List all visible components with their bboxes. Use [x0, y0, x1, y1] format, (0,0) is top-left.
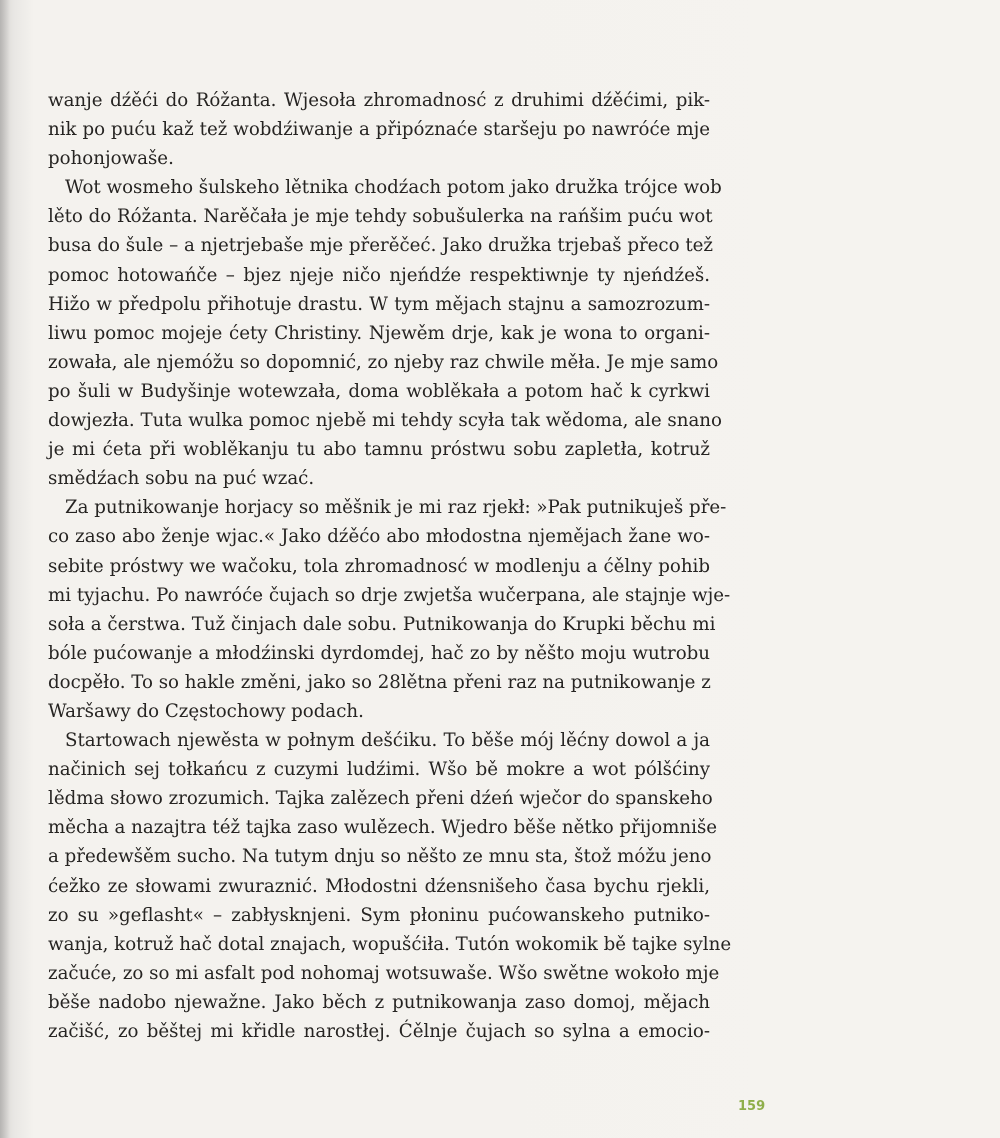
text-line: mi tyjachu. Po nawróće čujach so drje zwjetša wučerpana, ale stajnje wje- — [48, 584, 731, 606]
text-line: ćežko ze słowami zwuraznić. Młodostni dźensnišeho časa bychu rjekli, — [48, 875, 710, 897]
text-line: liwu pomoc mojeje ćety Christiny. Njewěm drje, kak je wona to organi- — [48, 322, 710, 344]
text-line: Hižo w předpolu přihotuje drastu. W tym mějach stajnu a samozrozum- — [48, 293, 710, 315]
text-line: běše nadobo njewažne. Jako běch z putnikowanja zaso domoj, mějach — [48, 991, 710, 1013]
text-line: pohonjowaše. — [48, 148, 174, 170]
text-line: po šuli w Budyšinje wotewzała, doma woblěkała a potom hač k cyrkwi — [48, 380, 710, 402]
text-line: Waršawy do Częstochowy podach. — [48, 700, 364, 722]
text-line: soła a čerstwa. Tuž činjach dale sobu. Putnikowanja do Krupki běchu mi — [48, 613, 716, 635]
paragraph-first-line: Wot wosmeho šulskeho lětnika chodźach potom jako družka trójce wob — [65, 177, 722, 199]
paragraph-first-line: Za putnikowanje horjacy so měšnik je mi raz rjekł: »Pak putnikuješ pře- — [65, 497, 727, 519]
text-line: dowjezła. Tuta wulka pomoc njebě mi tehdy scyła tak wědoma, ale snano — [48, 410, 722, 432]
text-line: zowała, ale njemóžu so dopomnić, zo njeby raz chwile měła. Je mje samo — [48, 351, 719, 373]
text-line: docpěło. To so hakle změni, jako so 28lětna přeni raz na putnikowanje z — [48, 671, 711, 693]
text-line: busa do šule – a njetrjebaše mje přerěčeć. Jako družka trjebaš přeco tež — [48, 235, 714, 257]
text-line: wanja, kotruž hač dotal znajach, wopušćiła. Tutón wokomik bě tajke sylne — [48, 933, 732, 955]
text-line: pomoc hotowańče – bjez njeje ničo njeńdźe respektiwnje ty njeńdźeš. — [48, 264, 710, 286]
text-line: začišć, zo běštej mi křidle narostłej. Ćělnje čujach so sylna a emocio- — [48, 1021, 710, 1042]
text-line: lěto do Róžanta. Narěčała je mje tehdy sobušulerka na rańšim puću wot — [48, 206, 713, 228]
text-line: sebite próstwy we wačoku, tola zhromadnosć w modlenju a ćělny pohib — [48, 555, 710, 577]
text-line: lědma słowo zrozumich. Tajka zalězech přeni dźeń wječor do spanskeho — [48, 788, 713, 810]
text-line: měcha a nazajtra též tajka zaso wulězech. Wjedro běše nětko přijomniše — [48, 817, 718, 839]
text-line: zo su »geflasht« – zabłysknjeni. Sym płoninu pućowanskeho putniko- — [48, 904, 710, 926]
text-line: je mi ćeta při woblěkanju tu abo tamnu próstwu sobu zapletła, kotruž — [48, 439, 710, 461]
text-line: smědźach sobu na puć wzać. — [48, 468, 315, 490]
body-text — [48, 86, 732, 1046]
text-line: načinich sej tołkańcu z cuzymi ludźimi. Wšo bě mokre a wot pólšćiny — [48, 759, 710, 781]
text-line: a předewšěm sucho. Na tutym dnju so něšto ze mnu sta, štož móžu jeno — [48, 846, 712, 868]
text-line: bóle pućowanje a młodźinski dyrdomdej, hač zo by něšto moju wutrobu — [48, 642, 710, 664]
paragraph-first-line: Startowach njewěsta w połnym dešćiku. To běše mój lěćny dowol a ja — [65, 730, 710, 752]
text-line: nik po puću kaž tež wobdźiwanje a připóznaće staršeju po nawróće mje — [48, 119, 710, 141]
text-line: začuće, zo so mi asfalt pod nohomaj wotsuwaše. Wšo swětne wokoło mje — [48, 962, 720, 984]
text-line: wanje dźěći do Róžanta. Wjesoła zhromadnosć z druhimi dźěćimi, pik- — [48, 90, 710, 111]
page-gutter-shadow — [0, 0, 10, 1138]
text-line: co zaso abo ženje wjac.« Jako dźěćo abo młodostna njemějach žane wo- — [48, 526, 710, 548]
page-number: 159 — [738, 1099, 766, 1114]
